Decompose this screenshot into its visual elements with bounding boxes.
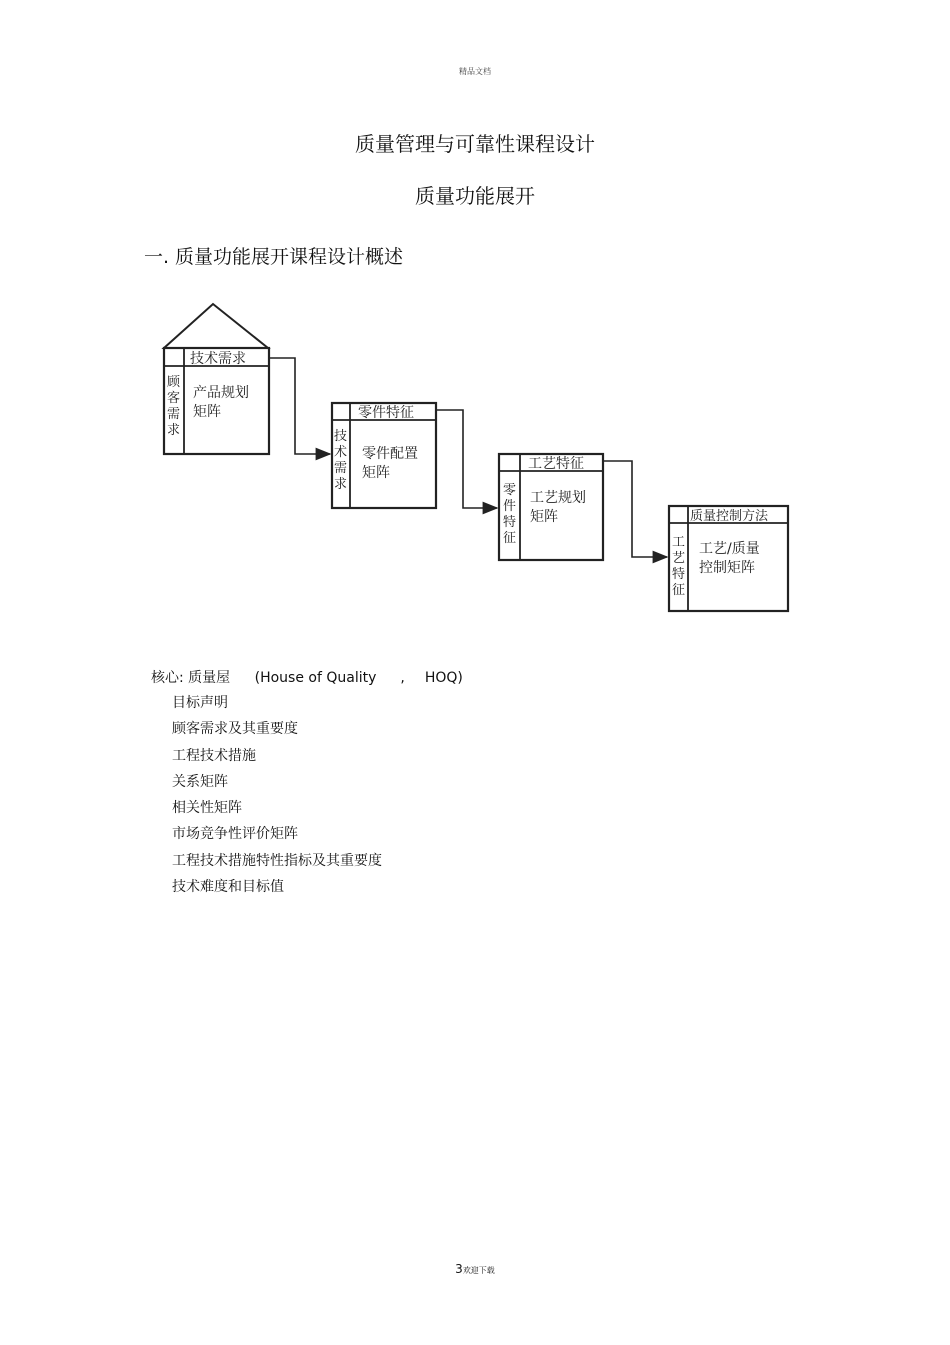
matrix-side-label-2: 艺 [672,551,686,566]
hoq-component-list [172,690,382,900]
list-item: 关系矩阵 [172,773,228,790]
matrix-quality-control [669,506,788,611]
list-item: 工程技术措施特性指标及其重要度 [172,852,382,869]
matrix-side-label-1: 零 [503,483,517,498]
matrix-body-line-2: 控制矩阵 [699,560,755,576]
matrix-body-line-1: 工艺/质量 [699,541,760,557]
matrix-side-label-4: 求 [334,477,348,492]
core-label: 核心: [151,670,184,686]
section-heading-text: 质量功能展开课程设计概述 [175,246,404,268]
connector-arrow-3 [603,461,667,557]
connector-arrow-2 [436,410,497,508]
matrix-body-line-1: 零件配置 [362,446,418,462]
list-item: 顾客需求及其重要度 [172,721,298,738]
matrix-top-label: 工艺特征 [528,456,584,472]
list-item: 技术难度和目标值 [172,879,284,896]
document-subtitle: 质量功能展开 [415,184,535,208]
matrix-top-label: 质量控制方法 [690,509,769,524]
list-item: 工程技术措施 [172,747,256,764]
matrix-side-label-2: 件 [503,499,517,514]
matrix-side-label-2: 术 [334,445,348,460]
core-line [151,667,463,687]
list-item: 市场竞争性评价矩阵 [172,826,298,843]
qfd-cascade-diagram [150,298,810,628]
matrix-side-label-4: 求 [167,423,181,438]
connector-arrow-1 [269,358,330,454]
section-number: 一. [144,246,170,268]
core-comma: , [400,670,405,686]
matrix-product-planning [164,304,269,454]
list-item: 相关性矩阵 [172,800,242,817]
matrix-body-line-2: 矩阵 [193,404,221,420]
house-roof [164,304,268,348]
matrix-side-label-3: 特 [672,567,686,582]
footer-text: 欢迎下载 [462,1266,495,1275]
matrix-body-line-2: 矩阵 [362,465,390,481]
matrix-body-line-2: 矩阵 [530,509,558,525]
matrix-side-label-3: 特 [503,515,517,530]
matrix-side-label-1: 工 [672,535,686,550]
section-heading [144,242,403,269]
matrix-body-line-1: 产品规划 [193,385,249,401]
core-english: (House of Quality [254,670,377,686]
matrix-side-label-1: 顾 [167,375,181,390]
page-footer [0,1262,950,1276]
document-title: 质量管理与可靠性课程设计 [355,132,595,156]
matrix-top-label: 零件特征 [358,405,414,421]
matrix-side-label-1: 技 [334,429,348,444]
matrix-top-label: 技术需求 [190,351,246,367]
matrix-side-label-2: 客 [167,391,181,406]
matrix-body-line-1: 工艺规划 [530,490,586,506]
core-abbr: HOQ) [424,670,463,686]
matrix-process-planning [499,454,603,560]
list-item: 目标声明 [172,695,228,711]
matrix-side-label-3: 需 [167,407,181,422]
header-note: 精品文档 [459,67,491,76]
matrix-parts-deployment [332,403,436,508]
core-name: 质量屋 [188,670,231,686]
matrix-side-label-3: 需 [334,461,348,476]
page-number: 3 [455,1262,463,1276]
matrix-side-label-4: 征 [503,531,517,546]
matrix-side-label-4: 征 [672,583,686,598]
